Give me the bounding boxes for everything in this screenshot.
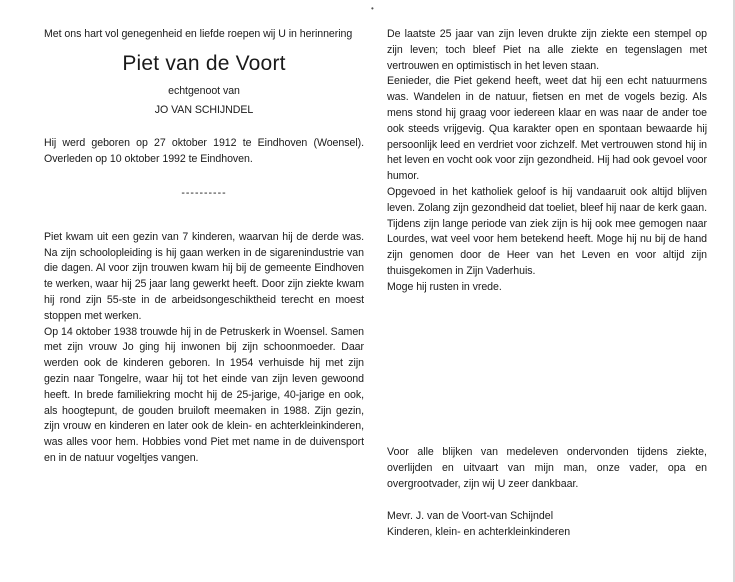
divider: ---------- — [181, 186, 227, 199]
right-paragraph-1: De laatste 25 jaar van zijn leven drukte zijn ziekte een stempel op zijn leven; toch bleef Piet na alle ziekte en tegenslagen met vertrouwen en optimistisch in het leven staan. — [387, 28, 707, 72]
birth-death-text: Hij werd geboren op 27 oktober 1912 te Eindhoven (Woensel). Overleden op 10 oktober 1992 te Eindhoven. — [44, 137, 364, 166]
closing-prayer: Moge hij rusten in vrede. — [387, 280, 502, 293]
left-column — [44, 27, 364, 467]
biography-paragraph-2: Op 14 oktober 1938 trouwde hij in de Petruskerk in Woensel. Samen met zijn vrouw Jo ging hij inwonen bij zijn schoonmoeder. Daar werden ook de kinderen geboren. In 1954 verhuisde hij met zijn gezin naar Tongelre, waar hij tot het einde van zijn leven gewoond heeft. In brede familiekring mocht hij de 25-jarige, 40-jarige en ook, als hoogtepunt, de gouden bruiloft meemaken in 1988. Zijn gezin, zijn vrouw en kinderen en later ook de klein- en achterkleinkinderen, was alles voor hem. Hobbies vond Piet met name in de duivensport en in de natuur vogeltjes vangen. — [44, 325, 364, 464]
right-column — [387, 27, 707, 296]
signature-block — [387, 509, 707, 541]
right-paragraph-3: Opgevoed in het katholiek geloof is hij vandaaruit ook altijd blijven leven. Zolang zijn gezondheid dat toeliet, bleef hij naar de kerk gaan. Tijdens zijn lange periode van ziek zijn is hij ook mee gemogen naar Lourdes, wat veel voor hem betekend heeft. Moge hij nu bij de hand zijn genomen door de Heer van het Leven en voor altijd zijn thuisgekomen in Zijn Vaderhuis. — [387, 185, 707, 277]
fold-mark: • — [371, 4, 374, 13]
right-paragraph-2: Eenieder, die Piet gekend heeft, weet dat hij een echt natuurmens was. Wandelen in de natuur, fietsen en met de vogels bezig. Als mens stond hij graag voor iedereen klaar en was naar de ander toe ook steeds vrijgevig. Qua karakter open en spontaan bewaarde hij persoonlijk leed en verdriet voor zichzelf. Met vertrouwen stond hij in het leven en vocht ook voor zijn gezondheid. Hij had ook gevoel voor humor. — [387, 75, 707, 183]
signature-line-2: Kinderen, klein- en achterkleinkinderen — [387, 525, 571, 538]
signature-line-1: Mevr. J. van de Voort-van Schijndel — [387, 510, 554, 522]
intro-text: Met ons hart vol genegenheid en liefde roepen wij U in herinnering — [44, 28, 353, 40]
spouse-name: JO VAN SCHIJNDEL — [154, 103, 254, 116]
relation-text: echtgenoot van — [168, 84, 240, 97]
deceased-name: Piet van de Voort — [122, 51, 286, 75]
thanks-text: Voor alle blijken van medeleven ondervonden tijdens ziekte, overlijden en uitvaart van mijn man, onze vader, opa en overgrootvader, zijn wij U zeer dankbaar. — [387, 446, 707, 490]
biography-paragraph-1: Piet kwam uit een gezin van 7 kinderen, waarvan hij de derde was. Na zijn schoolopleiding is hij gaan werken in de sigarenindustrie van die dagen. Al voor zijn trouwen kwam hij bij de gemeente Eindhoven te werken, waar hij 25 jaar lang gewerkt heeft. Door zijn ziekte kwam hij rond zijn 55-ste in de arbeidsongeschiktheid terecht en moest stoppen met werken. — [44, 230, 364, 322]
thanks-block — [387, 445, 707, 492]
